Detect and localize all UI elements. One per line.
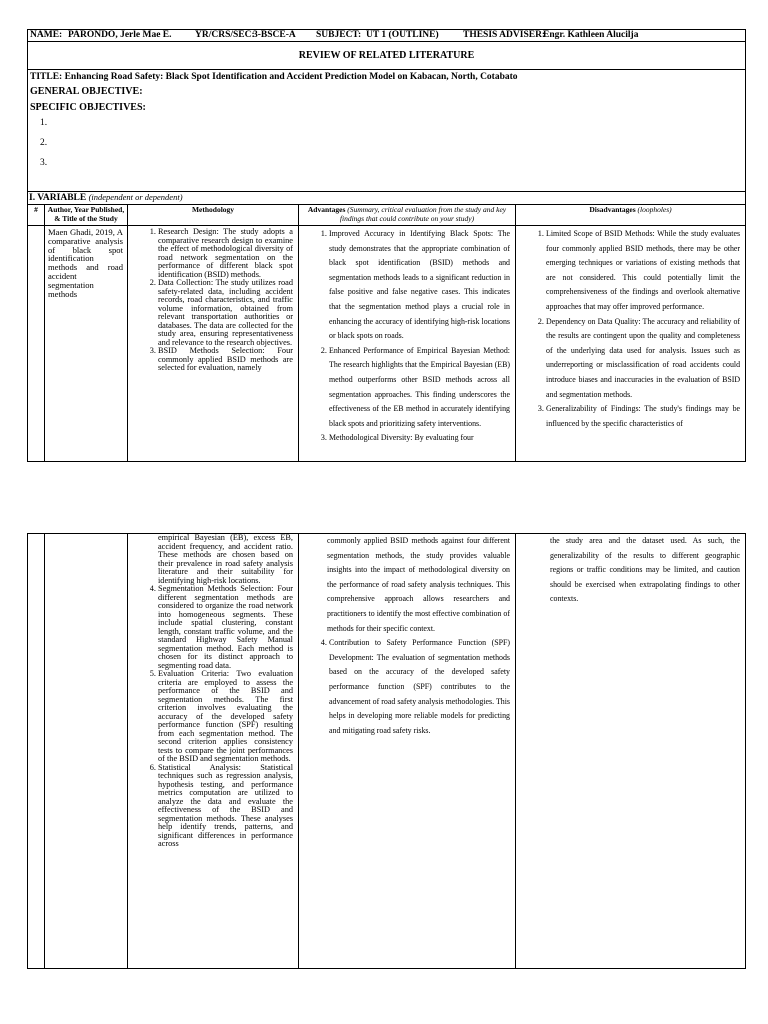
disadvantage-item: 3. Generalizability of Findings: The study's findings may be influenced by the specific characteristics of: [546, 402, 740, 431]
subject-label: SUBJECT:: [316, 30, 362, 40]
yr-label: YR/CRS/SEC:: [195, 30, 255, 40]
study-row-continued: [28, 534, 746, 969]
name-label: NAME:: [30, 30, 63, 40]
disadvantage-item: 2. Dependency on Data Quality: The accuracy and reliability of the results are contingent upon the quality and completeness of the underlying data used for analysis. Issues such as underreporting or misclassification of road accidents could introduce biases and inaccuracies in the evaluation of BSID and segmentation methods.: [546, 315, 740, 403]
student-info-row: [28, 30, 746, 42]
objective-item-2: 2.: [40, 138, 48, 148]
objective-item-3: 3.: [40, 158, 48, 168]
variable-note: (independent or dependent): [88, 192, 183, 202]
advantages-cell: [299, 226, 516, 462]
methodology-item: 3. BSID Methods Selection: Four commonly applied BSID methods are selected for evaluation, namely: [158, 347, 293, 373]
disadvantage-item: 1. Limited Scope of BSID Methods: While the study evaluates four commonly applied BSID methods, there may be other emerging techniques or variations of existing methods that are not considered. This could potentially limit the comprehensiveness of the findings and overlook alternative approaches that may offer improved performance.: [546, 227, 740, 315]
variable-row: [28, 192, 746, 205]
methodology-item: 1. Research Design: The study adopts a comparative research design to examine the effect of methodological diversity of road network segmentation on the performance of different black spot identification (BSID) methods.: [158, 228, 293, 279]
study-number-cell: [28, 226, 45, 462]
advantages-continued-text: commonly applied BSID methods against four different segmentation methods, the study provides valuable insights into the impact of methodological diversity on the performance of road safety analysis techniques. This comprehensive approach allows researchers and practitioners to identify the most effective combination of methods for their specific context.: [327, 536, 510, 633]
page-title: REVIEW OF RELATED LITERATURE: [28, 42, 746, 70]
variable-label: I. VARIABLE: [29, 193, 87, 203]
advantage-item: 2. Enhanced Performance of Empirical Bayesian Method: The research highlights that the Empirical Bayesian (EB) method outperforms other BSID methods across all segmentation approaches. This finding underscores the effectiveness of the EB method in accurately identifying black spots and prioritizing safety interventions.: [329, 344, 510, 432]
student-name: PARONDO, Jerle Mae E.: [68, 30, 172, 40]
disadvantages-cell: [516, 534, 746, 969]
general-objective-label: GENERAL OBJECTIVE:: [30, 86, 143, 97]
col-number-header: #: [28, 205, 45, 226]
advantages-list: [299, 636, 515, 738]
methodology-list: [128, 585, 298, 849]
study-author-cell: Maen Ghadi, 2019, A comparative analysis of black spot identification methods and road accident segmentation methods: [45, 226, 128, 462]
col-advantages-header: Advantages (Summary, critical evaluation from the study and key findings that could contribute on your study): [299, 205, 516, 226]
methodology-cell: [128, 534, 299, 969]
document-page-2: [27, 533, 745, 969]
heading-row: [28, 42, 746, 70]
col-disadvantages-header: Disadvantages (loopholes): [516, 205, 746, 226]
rrl-table-page-1: [27, 29, 746, 462]
study-row: [28, 226, 746, 462]
document-page-1: [27, 29, 745, 462]
advantages-list: [299, 226, 515, 446]
study-number-cell: [28, 534, 45, 969]
subject: UT 1 (OUTLINE): [366, 30, 439, 40]
col-author-header: Author, Year Published, & Title of the Study: [45, 205, 128, 226]
methodology-item: 4. Segmentation Methods Selection: Four different segmentation methods are considered to organize the road network into homogeneous segments. These include spatial clustering, constant length, constant traffic volume, and the standard Highway Safety Manual segmentation method. Each method is chosen for its distinct approach to segmenting road data.: [158, 585, 293, 670]
rrl-table-page-2: [27, 533, 746, 969]
methodology-list: [128, 226, 298, 373]
objectives-row: [28, 70, 746, 192]
disadvantages-list: [516, 226, 745, 431]
methodology-continued-text: empirical Bayesian (EB), excess EB, accident frequency, and accident ratio. These methods are chosen based on their prevalence in road safety analysis literature and their suitability for identifying high-risk locations.: [158, 534, 293, 585]
study-author-cell: [45, 534, 128, 969]
col-methodology-header: Methodology: [128, 205, 299, 226]
yr-crs-sec: 3-BSCE-A: [253, 30, 296, 40]
methodology-item: 2. Data Collection: The study utilizes road safety-related data, including accident records, road characteristics, and traffic volume information, obtained from relevant transportation authorities or databases. The data are collected for the study area, ensuring representativeness and relevance to the research objectives.: [158, 279, 293, 347]
advantage-item: 1. Improved Accuracy in Identifying Black Spots: The study demonstrates that the appropriate combination of black spot identification (BSID) methods and segmentation methods leads to a significant reduction in false positive and false negative cases. This indicates that the segmentation method plays a crucial role in enhancing the accuracy of identifying high-risk locations or black spots on roads.: [329, 227, 510, 344]
study-title: TITLE: Enhancing Road Safety: Black Spot Identification and Accident Prediction Model on Kabacan, North, Cotabato: [30, 72, 518, 82]
advantage-item: 4. Contribution to Safety Performance Function (SPF) Development: The evaluation of segmentation methods based on the accuracy of the developed safety performance function (SPF) contributes to the advancement of road safety analysis methodologies. This helps in developing more reliable models for predicting and mitigating road safety risks.: [329, 636, 510, 738]
thesis-adviser: Engr. Kathleen Alucilja: [543, 30, 639, 40]
specific-objectives-label: SPECIFIC OBJECTIVES:: [30, 102, 146, 113]
advantage-item: 3. Methodological Diversity: By evaluating four: [329, 431, 510, 446]
advantages-cell: [299, 534, 516, 969]
column-header-row: [28, 205, 746, 226]
disadvantages-continued-text: the study area and the dataset used. As such, the generalizability of the results to different geographic regions or traffic conditions may be limited, and caution should be exercised when extrapolating findings to other contexts.: [550, 536, 740, 604]
methodology-item: 5. Evaluation Criteria: Two evaluation criteria are employed to assess the performance of the BSID and segmentation methods. The first criterion involves evaluating the accuracy of the developed safety performance function (SPF) resulting from each segmentation method. The second criterion applies consistency tests to compare the joint performances of the BSID and segmentation methods.: [158, 670, 293, 764]
adviser-label: THESIS ADVISER:: [463, 30, 546, 40]
methodology-cell: [128, 226, 299, 462]
disadvantages-cell: [516, 226, 746, 462]
methodology-item: 6. Statistical Analysis: Statistical techniques such as regression analysis, hypothesis testing, and performance metrics computation are utilized to analyze the data and evaluate the effectiveness of the BSID and segmentation methods. These analyses help identify trends, patterns, and significant differences in performance across: [158, 764, 293, 849]
objective-item-1: 1.: [40, 118, 48, 128]
